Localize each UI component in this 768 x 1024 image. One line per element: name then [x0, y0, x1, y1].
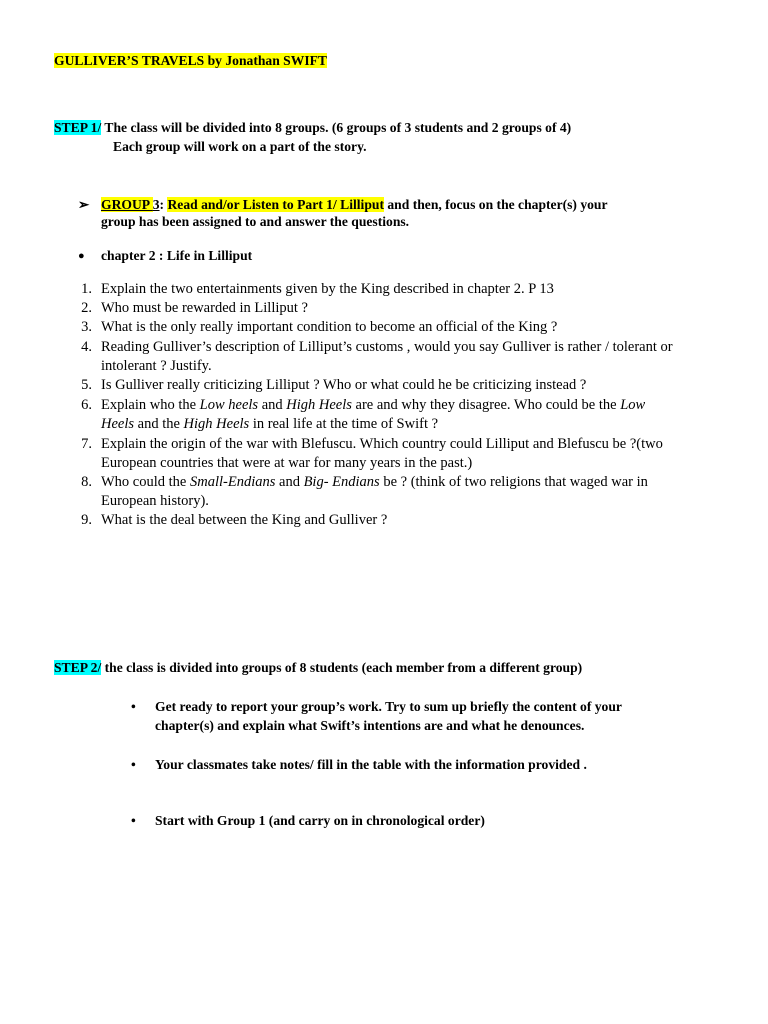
q1-number: 1. — [81, 281, 92, 297]
q3-number: 3. — [81, 319, 92, 335]
q9-text: What is the deal between the King and Gulliver ? — [101, 512, 388, 528]
group-label — [101, 197, 160, 212]
q4-number: 4. — [81, 339, 92, 355]
q6-part-c: and — [258, 397, 287, 413]
q3-text: What is the only really important condition to become an official of the King ? — [101, 319, 558, 335]
q4-text-line1: Reading Gulliver’s description of Lilliput’s customs , would you say Gulliver is rather / tolerant or — [101, 339, 673, 355]
q5-number: 5. — [81, 377, 92, 393]
q8-text-line1 — [101, 473, 648, 492]
step2-label: STEP 2/ — [54, 660, 102, 675]
step2-bullet1-line2: chapter(s) and explain what Swift’s intentions are and what he denounces. — [155, 718, 585, 733]
q7-text-line1: Explain the origin of the war with Blefuscu. Which country could Lilliput and Blefuscu be ?(two — [101, 436, 663, 452]
bullet-icon: • — [131, 757, 136, 772]
group-colon: : — [159, 197, 168, 212]
group-line2: group has been assigned to and answer the questions. — [101, 214, 410, 229]
q8-part-e: be ? (think of two religions that waged war in — [379, 474, 648, 490]
q6-part-g: Heels — [101, 416, 135, 432]
step1-line1 — [54, 118, 571, 137]
document-title — [54, 51, 327, 70]
q5-text: Is Gulliver really criticizing Lilliput ? Who or what could he be criticizing instead ? — [101, 377, 587, 393]
group-task: Read and/or Listen to Part 1/ Lilliput — [167, 197, 384, 212]
q8-number: 8. — [81, 474, 92, 490]
group-label-number: 3 — [152, 197, 160, 212]
q8-text-line2: European history). — [101, 493, 209, 509]
step1-text: The class will be divided into 8 groups. (6 groups of 3 students and 2 groups of 4) — [101, 120, 572, 135]
q8-part-a: Who could the — [101, 474, 190, 490]
q6-part-b: Low heels — [199, 397, 259, 413]
title-book: GULLIVER’S TRAVELS — [54, 53, 205, 68]
step1-line2: Each group will work on a part of the story. — [113, 139, 367, 154]
group-rest1: and then, focus on the chapter(s) your — [383, 197, 608, 212]
step2-bullet1-line1: Get ready to report your group’s work. Try to sum up briefly the content of your — [155, 699, 622, 714]
q2-text: Who must be rewarded in Lilliput ? — [101, 300, 308, 316]
q6-part-d: High Heels — [286, 397, 352, 413]
step2-line — [54, 658, 582, 677]
q6-part-j: in real life at the time of Swift ? — [249, 416, 439, 432]
q4-text-line2: intolerant ? Justify. — [101, 358, 212, 374]
q7-text-line2: European countries that were at war for many years in the past.) — [101, 455, 473, 471]
q6-number: 6. — [81, 397, 92, 413]
q8-part-d: Big- Endians — [303, 474, 380, 490]
chapter-heading: chapter 2 : Life in Lilliput — [101, 248, 253, 263]
step2-text: the class is divided into groups of 8 students (each member from a different group) — [101, 660, 583, 675]
bullet-icon: • — [131, 813, 136, 828]
bullet-icon: • — [131, 699, 136, 714]
q6-text-line1 — [101, 396, 645, 415]
q9-number: 9. — [81, 512, 92, 528]
arrow-bullet-icon: ➢ — [78, 197, 90, 212]
q6-part-a: Explain who the — [101, 397, 200, 413]
q6-part-h: and the — [134, 416, 184, 432]
step2-bullet3: Start with Group 1 (and carry on in chronological order) — [155, 813, 485, 828]
q1-text: Explain the two entertainments given by the King described in chapter 2. P 13 — [101, 281, 554, 297]
q8-part-c: and — [275, 474, 304, 490]
q8-part-b: Small-Endians — [190, 474, 276, 490]
q6-part-i: High Heels — [183, 416, 250, 432]
group-label-prefix: GROUP — [101, 197, 153, 212]
dot-bullet-icon: ● — [78, 250, 85, 262]
step1-label: STEP 1/ — [54, 120, 102, 135]
q2-number: 2. — [81, 300, 92, 316]
q7-number: 7. — [81, 436, 92, 452]
q6-part-f: Low — [620, 397, 646, 413]
step2-bullet2: Your classmates take notes/ fill in the table with the information provided . — [155, 757, 587, 772]
q6-part-e: are and why they disagree. Who could be the — [351, 397, 621, 413]
title-author: by Jonathan SWIFT — [204, 53, 327, 68]
q6-text-line2 — [101, 415, 438, 434]
